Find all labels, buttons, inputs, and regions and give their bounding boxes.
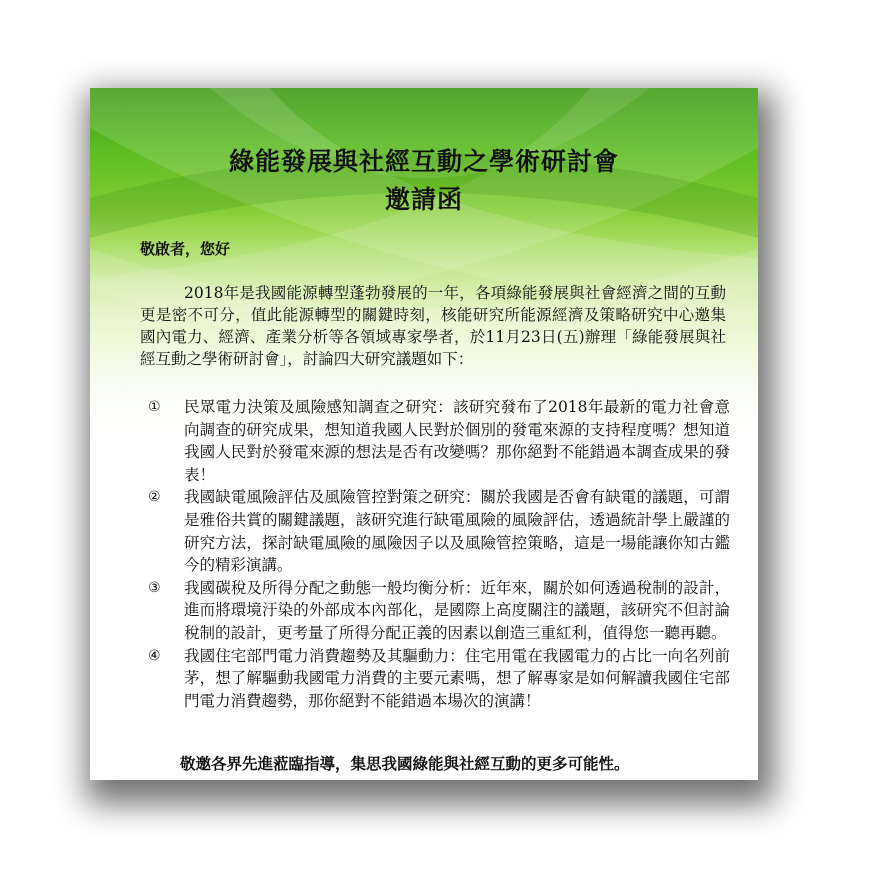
invitation-card xyxy=(90,88,758,780)
topic-item xyxy=(140,645,730,713)
title-line-2: 邀請函 xyxy=(384,185,463,214)
topic-text: 我國碳稅及所得分配之動態一般均衡分析：近年來，關於如何透過稅制的設計，進而將環境汙染的外部成本內部化，是國際上高度關注的議題，該研究不但討論稅制的設計，更考量了所得分配正義的因素以創造三重紅利，值得您一聽再聽。 xyxy=(184,578,730,642)
topic-text: 民眾電力決策及風險感知調查之研究：該研究發布了2018年最新的電力社會意向調查的研究成果，想知道我國人民對於個別的發電來源的支持程度嗎？想知道我國人民對於發電來源的想法是否有改變嗎？那你絕對不能錯過本調查成果的發表！ xyxy=(184,398,730,484)
closing-line: 敬邀各界先進蒞臨指導，集思我國綠能與社經互動的更多可能性。 xyxy=(180,754,630,773)
salutation: 敬啟者，您好 xyxy=(140,240,231,258)
topic-marker: ④ xyxy=(148,647,161,664)
topic-item xyxy=(140,577,730,645)
title-line-1: 綠能發展與社經互動之學術研討會 xyxy=(228,147,619,176)
topic-item xyxy=(140,486,730,576)
intro-paragraph: 2018年是我國能源轉型蓬勃發展的一年，各項綠能發展與社會經濟之間的互動更是密不可分，值此能源轉型的關鍵時刻，核能研究所能源經濟及策略研究中心邀集國內電力、經濟、產業分析等各領域專家學者，於11月23日(五)辦理「綠能發展與社經互動之學術研討會」，討論四大研究議題如下： xyxy=(140,284,726,368)
topic-item xyxy=(140,396,730,486)
topic-text: 我國缺電風險評估及風險管控對策之研究：關於我國是否會有缺電的議題，可謂是雅俗共賞的關鍵議題，該研究進行缺電風險的風險評估，透過統計學上嚴謹的研究方法，探討缺電風險的風險因子以及風險管控策略，這是一場能讓你知古鑑今的精彩演講。 xyxy=(184,488,730,575)
invitation-content xyxy=(90,88,758,780)
topic-list xyxy=(140,396,730,712)
topic-marker: ① xyxy=(148,399,161,415)
topic-marker: ② xyxy=(148,489,161,506)
topic-text: 我國住宅部門電力消費趨勢及其驅動力：住宅用電在我國電力的占比一向名列前茅，想了解驅動我國電力消費的主要元素嗎，想了解專家是如何解讀我國住宅部門電力消費趨勢，那你絕對不能錯過本場次的演講！ xyxy=(184,646,730,710)
topic-marker: ③ xyxy=(148,579,161,596)
